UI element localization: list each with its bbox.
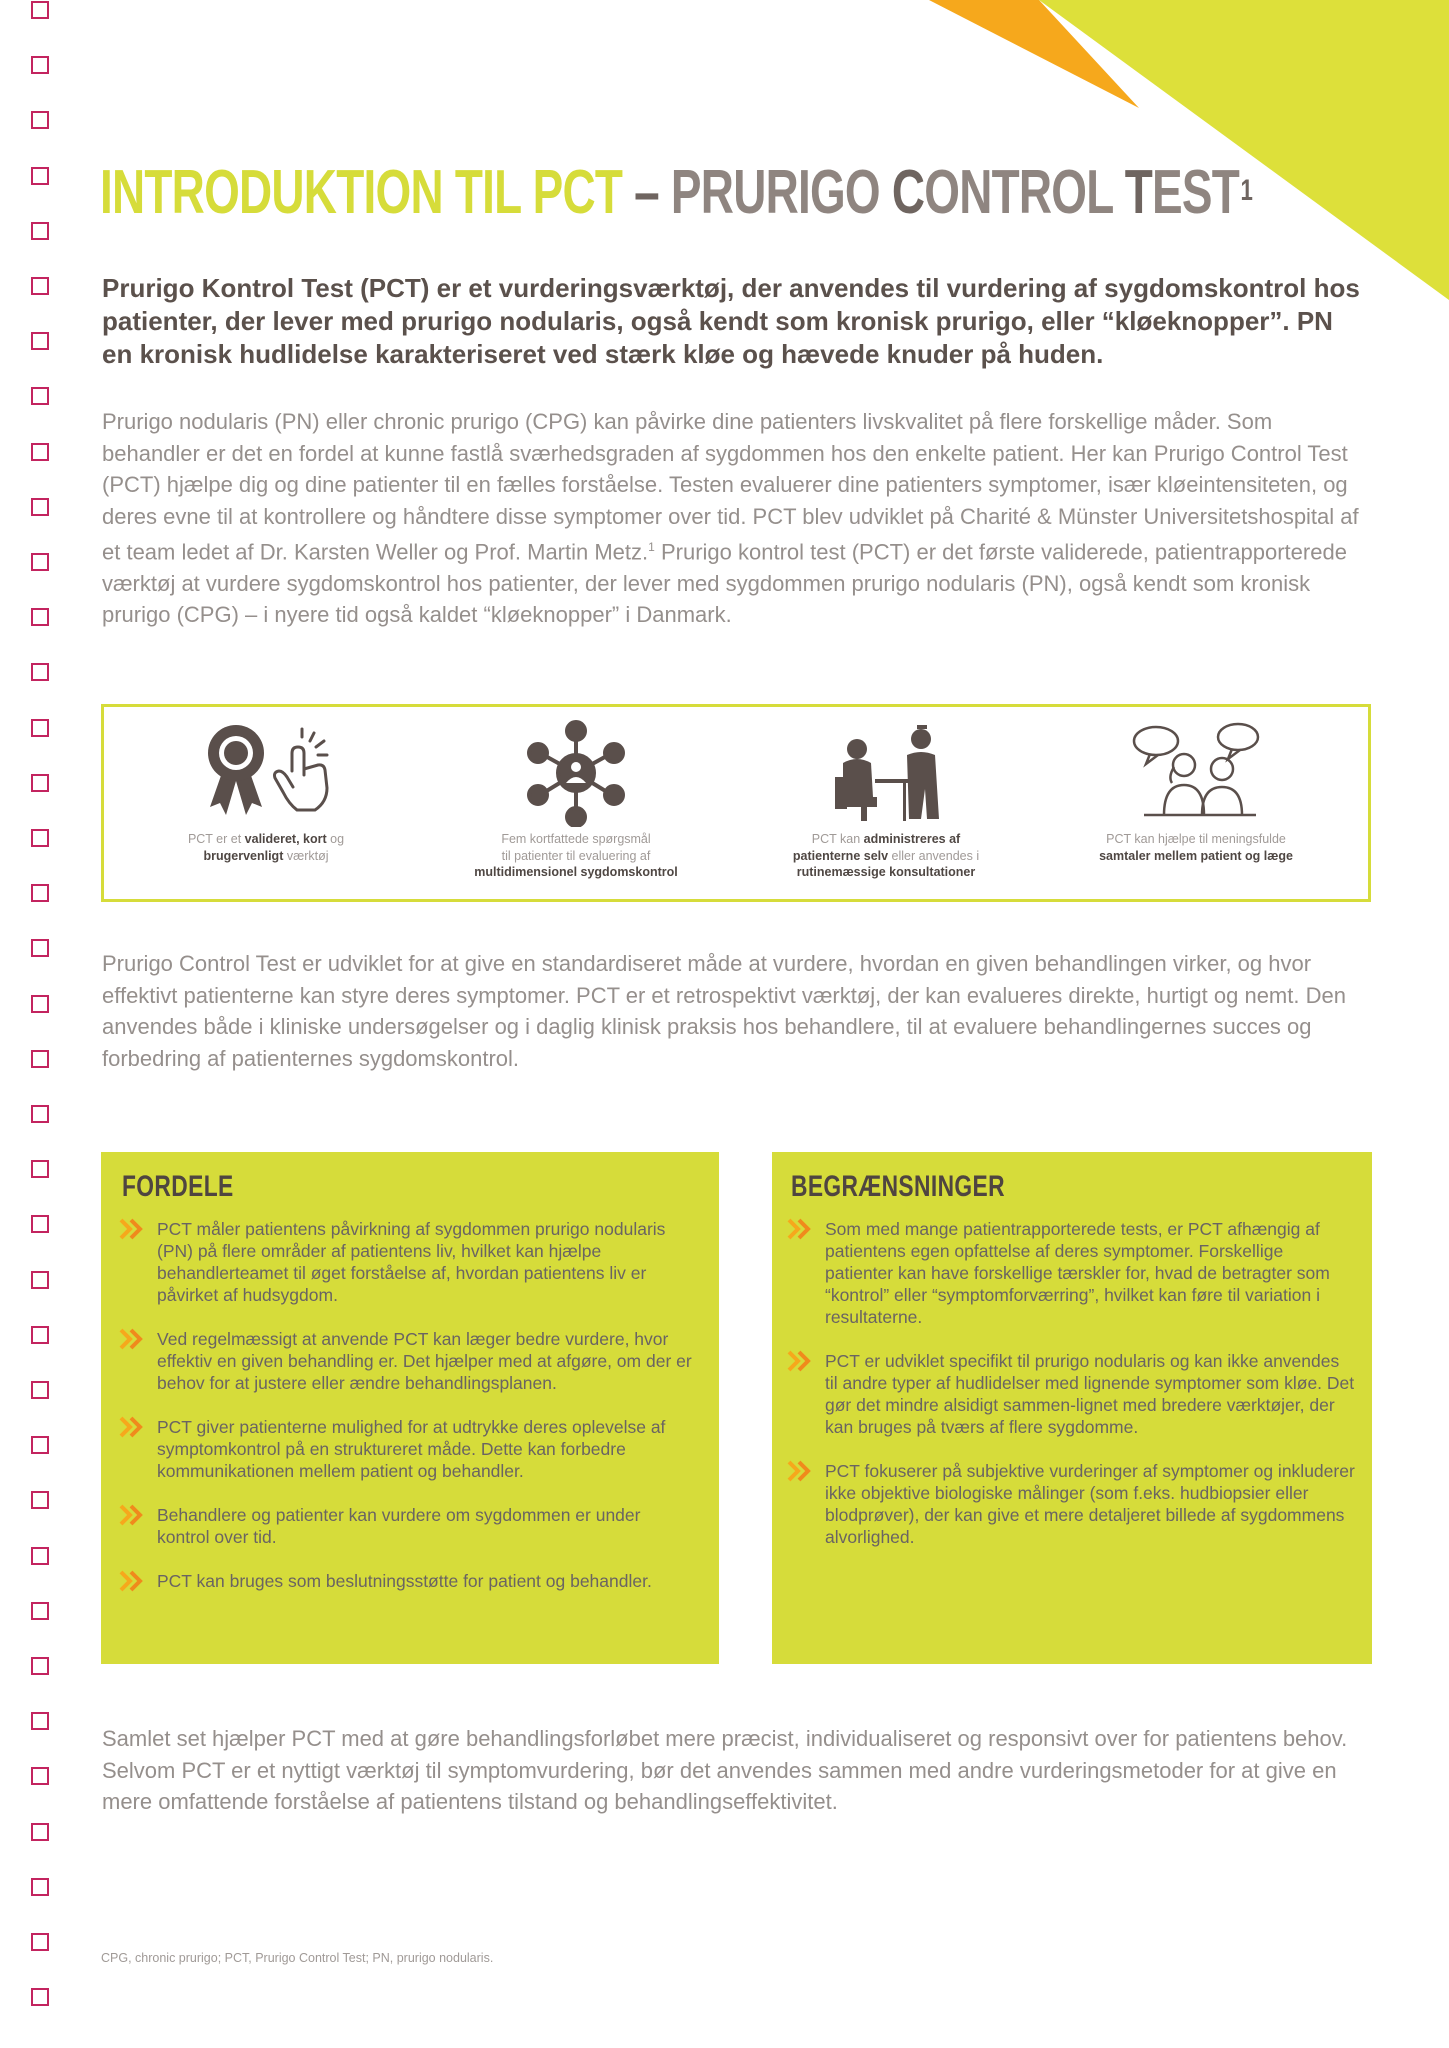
checkbox [31,719,49,737]
title-c: C [891,158,925,227]
description-paragraph: Prurigo Control Test er udviklet for at give en standardiseret måde at vurdere, hvordan en given behandlingen virker, og hvor effektivt patienterne kan styre deres symptomer. PCT er et retrospektivt værktøj, der kan evalueres direkte, hurtigt og nemt. Den anvendes både i kliniske undersøgelser og i daglig klinisk praksis hos behandlere, til at evaluere behandlingernes succes og forbedring af patienternes sygdomskontrol. [102,951,1346,1071]
checkbox [31,1105,49,1123]
list-item-text: PCT fokuserer på subjektive vurderinger af symptomer og inkluderer ikke objektive biologiske målinger (som f.eks. hudbiopsier eller blodprøver), der kan give et mere detaljeret billede af sygdommens alvorlighed. [825,1461,1355,1547]
list-item-text: Ved regelmæssigt at anvende PCT kan læger bedre vurdere, hvor effektiv en given behandling er. Det hjælper med at afgøre, om der er behov for at justere eller ændre behandlingsplanen. [157,1329,692,1393]
feature-conversation-caption: PCT kan hjælpe til meningsfulde samtaler mellem patient og læge [1099,832,1293,863]
checkbox [31,1878,49,1896]
patient-doctor-icon [835,725,939,821]
checkbox [31,553,49,571]
checkbox [31,387,49,405]
fordele-panel [101,1152,719,1664]
checkbox [31,1823,49,1841]
title-footnote-ref: 1 [1240,174,1253,207]
closing-paragraph: Samlet set hjælper PCT med at gøre behandlingsforløbet mere præcist, individualiseret og responsivt over for patientens behov. Selvom PCT er et nyttigt værktøj til symptomvurdering, bør det anvendes sammen med andre vurderingsmetoder for at give en mere omfattende forståelse af patientens tilstand og behandlingseffektivitet. [102,1726,1348,1814]
list-item [157,1570,697,1592]
checkbox [31,1767,49,1785]
checkbox [31,277,49,295]
checkbox [31,829,49,847]
list-item-text: PCT måler patientens påvirkning af sygdommen prurigo nodularis (PN) på flere områder af patientens liv, hvilket kan hjælpe behandlerteamet til øget forståelse af, hvordan patientens liv er påvirket af hudsygdom. [157,1219,666,1305]
lead-paragraph: Prurigo Kontrol Test (PCT) er et vurderingsværktøj, der anvendes til vurdering af sygdomskontrol hos patienter, der lever med prurigo nodularis, også kendt som kronisk prurigo, eller “kløeknopper”. PN en kronisk hudlidelse karakteriseret ved stærk kløe og hævede knuder på huden. [102,273,1360,369]
double-chevron-icon [119,1217,145,1241]
double-chevron-icon [787,1459,813,1483]
fordele-heading: FORDELE [122,1170,234,1203]
list-item-text: PCT kan bruges som beslutningsstøtte for patient og behandler. [157,1571,652,1591]
double-chevron-icon [787,1217,813,1241]
touch-hand-icon [275,729,328,810]
double-chevron-icon [119,1415,145,1439]
checkbox [31,443,49,461]
begraensninger-heading: BEGRÆNSNINGER [791,1170,1005,1203]
checkbox [31,1547,49,1565]
list-item [157,1416,697,1482]
double-chevron-icon [119,1569,145,1593]
checkbox [31,995,49,1013]
checkbox [31,1050,49,1068]
intro-footnote-ref: 1 [648,540,655,554]
list-item [825,1218,1355,1328]
feature-administered-caption: PCT kan administreres af patienterne selv eller anvendes i rutinemæssige konsultationer [792,832,980,879]
checkbox [31,774,49,792]
feature-icon-box [101,704,1371,902]
checkbox [31,1657,49,1675]
checkbox [31,1,49,19]
title-est: EST [1152,158,1240,227]
title-dash: – [622,158,671,227]
double-chevron-icon [787,1349,813,1373]
checkbox [31,1215,49,1233]
checkbox [31,663,49,681]
feature-administered [736,707,1036,905]
corner-decoration [929,0,1449,300]
checkbox [31,884,49,902]
title-prurigo: PRURIGO [670,158,892,227]
begraensninger-list [825,1218,1355,1570]
page-title [100,160,1252,226]
feature-questions [426,707,726,905]
list-item-text: Som med mange patientrapporterede tests, er PCT afhængig af patientens egen opfattelse af deres symptomer. Forskellige patienter kan have forskellige tærskler for, hvad de betragter som “kontrol” eller “symptomforværring”, hvilket kan føre til variation i resultaterne. [825,1219,1330,1327]
conversation-icon [1134,724,1258,815]
intro-text-a: Prurigo nodularis (PN) eller chronic prurigo (CPG) kan påvirke dine patienters livskvalitet på flere forskellige måder. Som behandler er det en fordel at kunne fastlå sværhedsgraden af sygdommen hos den enkelte patient. Her kan Prurigo Control Test (PCT) hjælpe dig og dine patienter til en fælles forståelse. Testen evaluerer dine patienters symptomer, især kløeintensiteten, og deres evne til at kontrollere og håndtere disse symptomer over tid. PCT blev udviklet på Charité & Münster Universitetshospital af et team ledet af Dr. Karsten Weller og Prof. Martin Metz. [102,409,1359,565]
title-ontrol: ONTROL [924,158,1125,227]
feature-validated-caption: PCT er et valideret, kort og brugervenligt værktøj [187,832,345,863]
checkbox [31,222,49,240]
list-item [157,1328,697,1394]
checkbox [31,1381,49,1399]
fordele-list [157,1218,697,1614]
checkbox-column [31,0,53,2048]
checkbox [31,332,49,350]
checkbox [31,608,49,626]
checkbox [31,939,49,957]
checkbox [31,1271,49,1289]
double-chevron-icon [119,1327,145,1351]
checkbox [31,167,49,185]
title-t: T [1124,158,1153,227]
list-item [825,1350,1355,1438]
list-item-text: PCT er udviklet specifikt til prurigo nodularis og kan ikke anvendes til andre typer af hudlidelser med lignende symptomer som kløe. Det gør det mindre alsidigt sammen-lignet med bredere værktøjer, der kan bruges på tværs af flere sygdomme. [825,1351,1355,1437]
checkbox [31,1436,49,1454]
intro-text-b: Prurigo kontrol test (PCT) er det første validerede, patientrapporterede værktøj at vurdere sygdomskontrol hos patienter, der lever med sygdommen prurigo nodularis (PN), også kendt som kronisk prurigo (CPG) – i nyere tid også kaldet “kløeknopper” i Danmark. [102,539,1347,628]
network-people-icon [529,722,623,826]
checkbox [31,1491,49,1509]
double-chevron-icon [119,1503,145,1527]
checkbox [31,56,49,74]
checkbox [31,1712,49,1730]
checkbox [31,1933,49,1951]
corner-yellow-triangle [1039,0,1449,300]
award-ribbon-icon [208,725,264,815]
checkbox [31,1602,49,1620]
checkbox [31,1988,49,2006]
footnote: CPG, chronic prurigo; PCT, Prurigo Control Test; PN, prurigo nodularis. [101,1951,494,1965]
checkbox [31,111,49,129]
list-item [157,1504,697,1548]
feature-conversation [1046,707,1346,905]
list-item [825,1460,1355,1548]
checkbox [31,1160,49,1178]
list-item [157,1218,697,1306]
title-part-intro: INTRODUKTION TIL PCT [100,158,623,227]
checkbox [31,1326,49,1344]
feature-questions-caption: Fem kortfattede spørgsmål til patienter til evaluering af multidimensionel sygdomskontrol [474,832,678,879]
checkbox [31,498,49,516]
begraensninger-panel [772,1152,1372,1664]
list-item-text: Behandlere og patienter kan vurdere om sygdommen er under kontrol over tid. [157,1505,641,1547]
list-item-text: PCT giver patienterne mulighed for at udtrykke deres oplevelse af symptomkontrol på en struktureret måde. Dette kan forbedre kommunikationen mellem patient og behandler. [157,1417,666,1481]
intro-paragraph [102,406,1372,631]
feature-validated [116,707,416,905]
